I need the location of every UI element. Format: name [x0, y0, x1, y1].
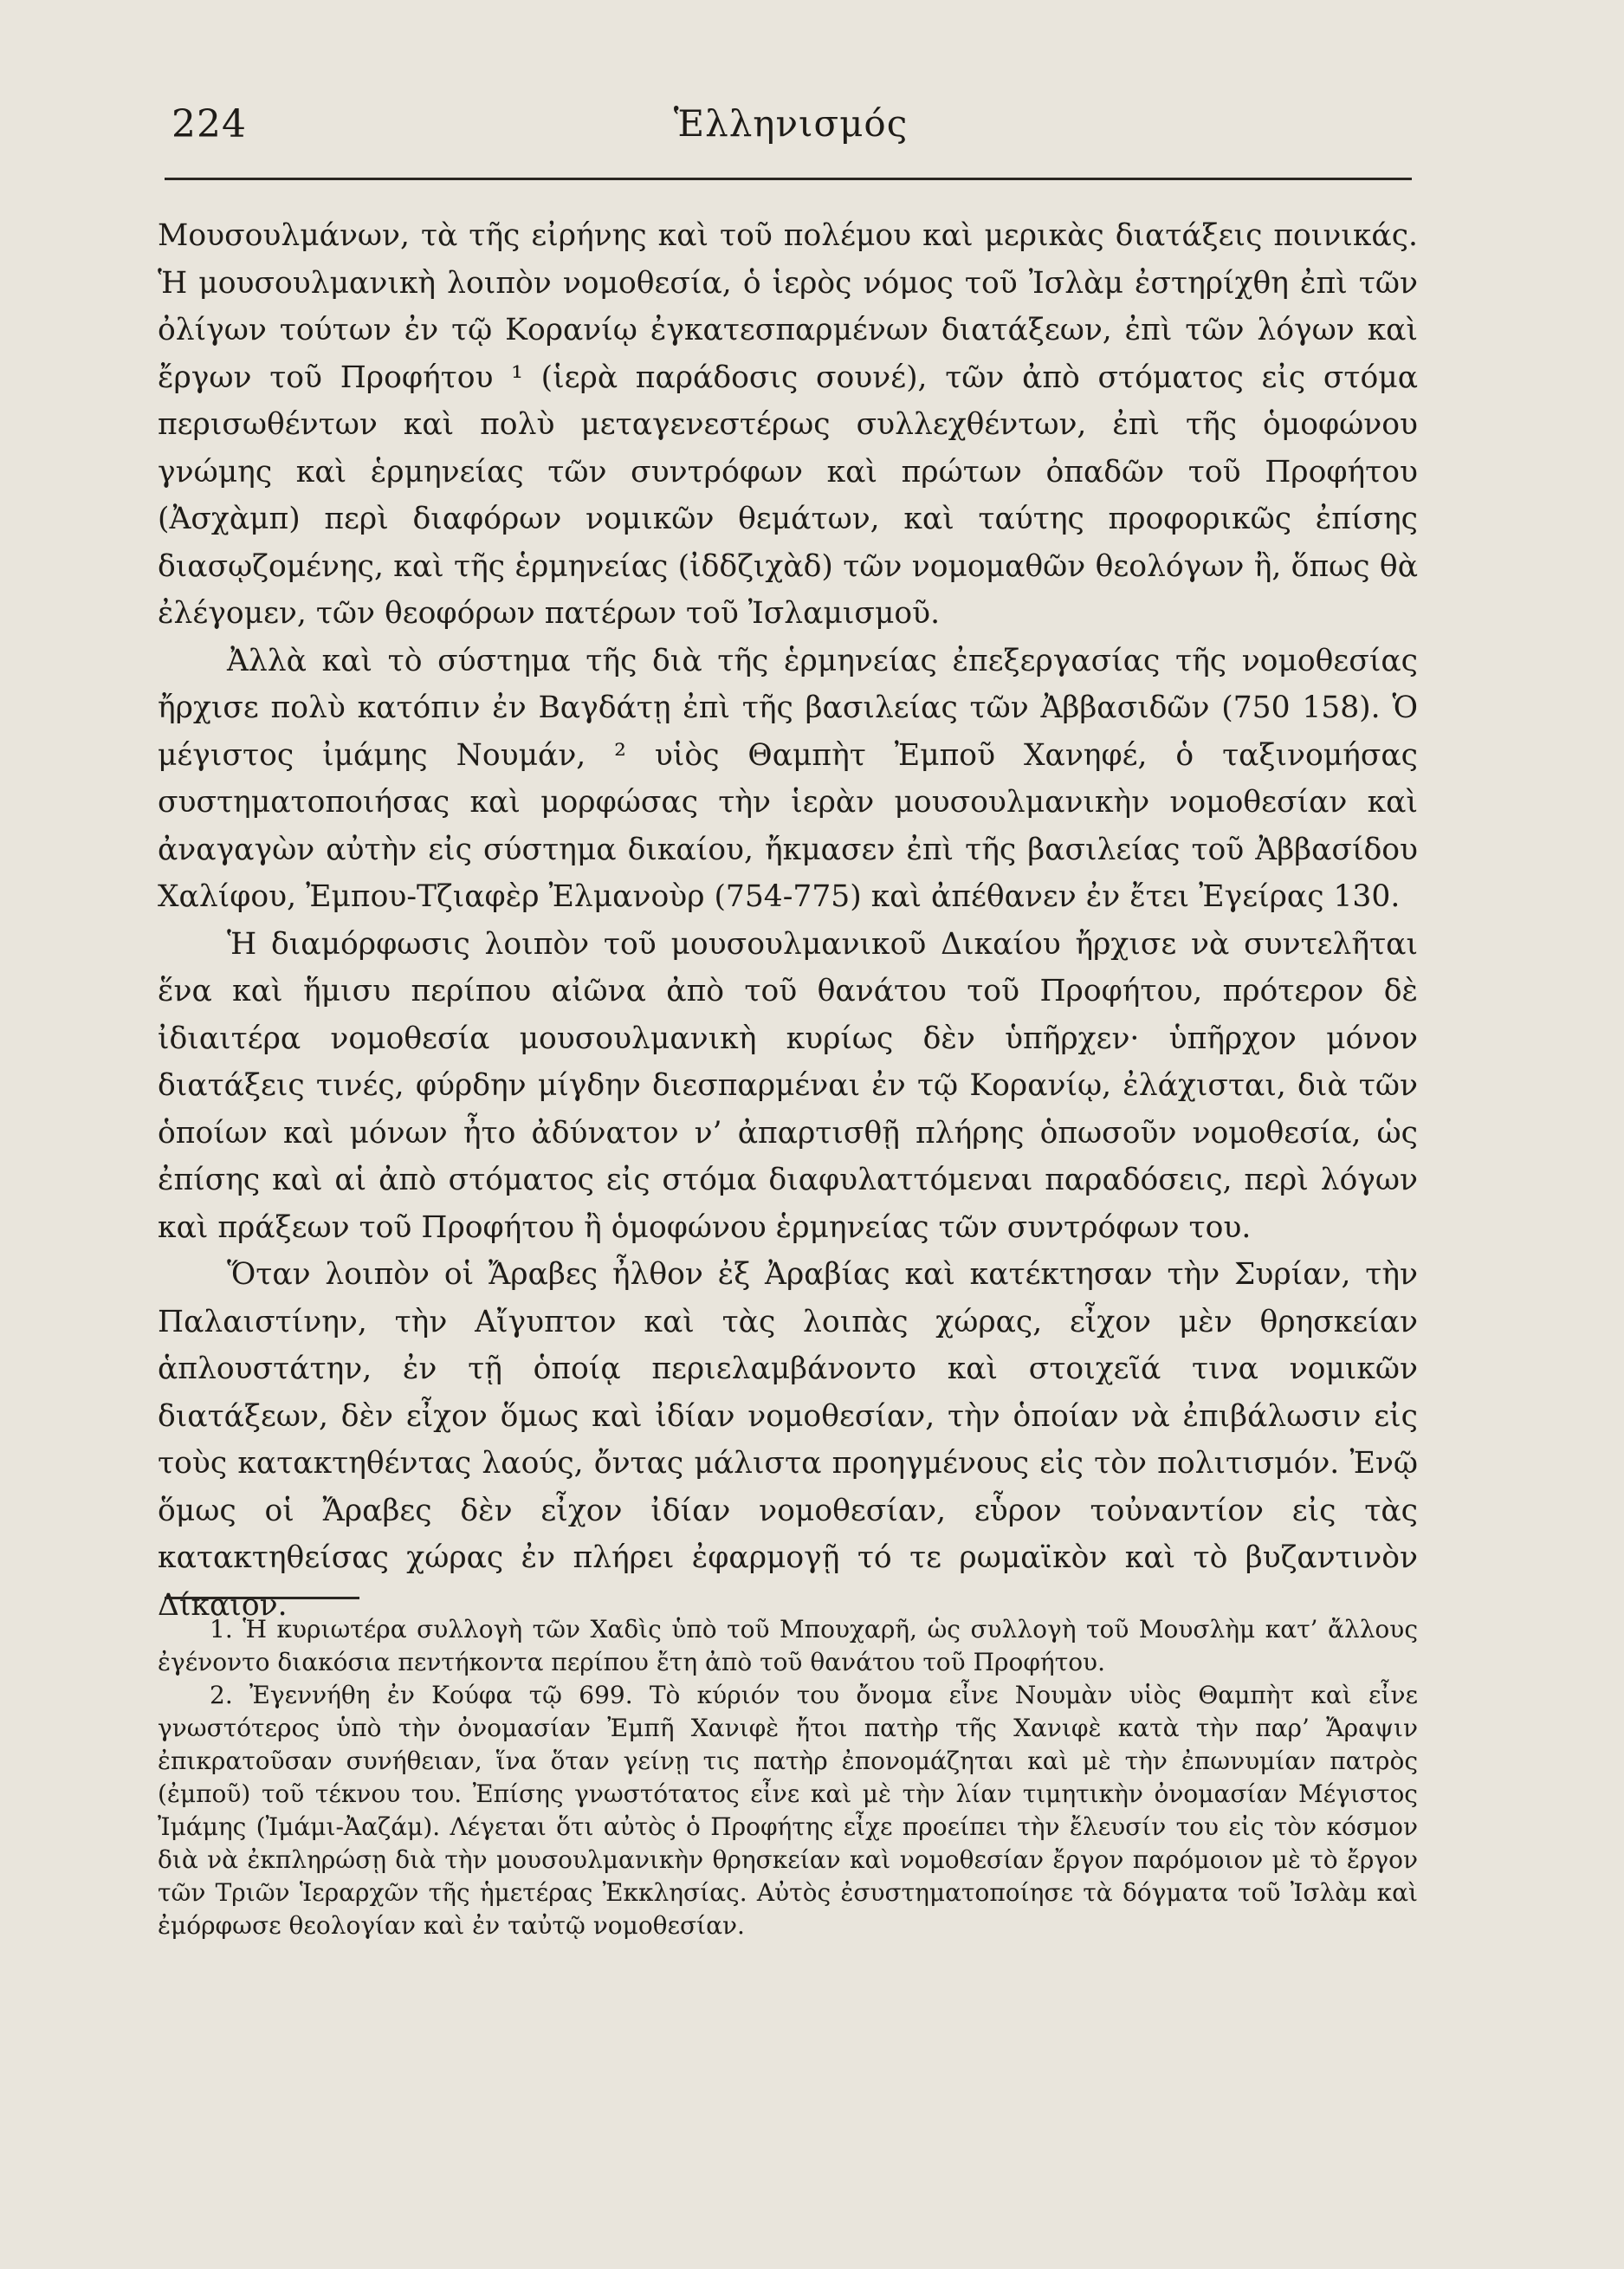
footnotes [158, 1613, 1418, 1942]
footnote-1: 1. Ἡ κυριωτέρα συλλογὴ τῶν Χαδὶς ὑπὸ τοῦ Μπουχαρῆ, ὡς συλλογὴ τοῦ Μουσλὴμ κατ’ ἄλλους ἐγένοντο διακόσια πεντήκοντα περίπου ἔτη ἀπὸ τοῦ θανάτου τοῦ Προφήτου. [158, 1615, 1418, 1676]
body-text [158, 212, 1418, 1629]
paragraph: Ἀλλὰ καὶ τὸ σύστημα τῆς διὰ τῆς ἑρμηνείας ἐπεξεργασίας τῆς νομοθεσίας ἤρχισε πολὺ κατόπιν ἐν Βαγδάτῃ ἐπὶ τῆς βασιλείας τῶν Ἀββασιδῶν (750 158). Ὁ μέγιστος ἰμάμης Νουμάν, ² υἱὸς Θαμπὴτ Ἐμποῦ Χανηφέ, ὁ ταξινομήσας συστηματοποιήσας καὶ μορφώσας τὴν ἱερὰν μουσουλμανικὴν νομοθεσίαν καὶ ἀναγαγὼν αὐτὴν εἰς σύστημα δικαίου, ἤκμασεν ἐπὶ τῆς βασιλείας τοῦ Ἀββασίδου Χαλίφου, Ἐμπου-Τζιαφὲρ Ἐλμανοὺρ (754-775) καὶ ἀπέθανεν ἐν ἔτει Ἐγείρας 130. [158, 643, 1418, 914]
footnote-2: 2. Ἐγεννήθη ἐν Κούφα τῷ 699. Τὸ κύριόν του ὄνομα εἶνε Νουμὰν υἱὸς Θαμπὴτ καὶ εἶνε γνωστότερος ὑπὸ τὴν ὀνομασίαν Ἐμπῆ Χανιφὲ ἤτοι πατὴρ τῆς Χανιφὲ κατὰ τὴν παρ’ Ἄραψιν ἐπικρατοῦσαν συνήθειαν, ἵνα ὅταν γείνῃ τις πατὴρ ἐπονομάζηται καὶ μὲ τὴν ἐπωνυμίαν πατρὸς (ἐμποῦ) τοῦ τέκνου του. Ἐπίσης γνωστότατος εἶνε καὶ μὲ τὴν λίαν τιμητικὴν ὀνομασίαν Μέγιστος Ἰμάμης (Ἰμάμι-Ἀαζάμ). Λέγεται ὅτι αὐτὸς ὁ Προφήτης εἶχε προείπει τὴν ἔλευσίν του εἰς τὸν κόσμον διὰ νὰ ἐκπληρώσῃ διὰ τὴν μουσουλμανικὴν θρησκείαν καὶ νομοθεσίαν ἔργον παρόμοιον μὲ τὸ ἔργον τῶν Τριῶν Ἱεραρχῶν τῆς ἡμετέρας Ἐκκλησίας. Αὐτὸς ἐσυστηματοποίησε τὰ δόγματα τοῦ Ἰσλὰμ καὶ ἐμόρφωσε θεολογίαν καὶ ἐν ταὐτῷ νομοθεσίαν. [158, 1681, 1418, 1940]
page-number: 224 [171, 102, 247, 146]
page-header [171, 102, 1410, 163]
paragraph: Μουσουλμάνων, τὰ τῆς εἰρήνης καὶ τοῦ πολέμου καὶ μερικὰς διατάξεις ποινικάς. Ἡ μουσουλμανικὴ λοιπὸν νομοθεσία, ὁ ἱερὸς νόμος τοῦ Ἰσλὰμ ἐστηρίχθη ἐπὶ τῶν ὀλίγων τούτων ἐν τῷ Κορανίῳ ἐγκατεσπαρμένων διατάξεων, ἐπὶ τῶν λόγων καὶ ἔργων τοῦ Προφήτου ¹ (ἱερὰ παράδοσις σουνέ), τῶν ἀπὸ στόματος εἰς στόμα περισωθέντων καὶ πολὺ μεταγενεστέρως συλλεχθέντων, ἐπὶ τῆς ὁμοφώνου γνώμης καὶ ἑρμηνείας τῶν συντρόφων καὶ πρώτων ὀπαδῶν τοῦ Προφήτου (Ἀσχὰμπ) περὶ διαφόρων νομικῶν θεμάτων, καὶ ταύτης προφορικῶς ἐπίσης διασῳζομένης, καὶ τῆς ἑρμηνείας (ἰδδζιχὰδ) τῶν νομομαθῶν θεολόγων ἢ, ὅπως θὰ ἐλέγομεν, τῶν θεοφόρων πατέρων τοῦ Ἰσλαμισμοῦ. [158, 218, 1418, 631]
paragraph: Ὅταν λοιπὸν οἱ Ἄραβες ἦλθον ἐξ Ἀραβίας καὶ κατέκτησαν τὴν Συρίαν, τὴν Παλαιστίνην, τὴν Αἴγυπτον καὶ τὰς λοιπὰς χώρας, εἶχον μὲν θρησκείαν ἁπλουστάτην, ἐν τῇ ὁποίᾳ περιελαμβάνοντο καὶ στοιχεῖά τινα νομικῶν διατάξεων, δὲν εἶχον ὅμως καὶ ἰδίαν νομοθεσίαν, τὴν ὁποίαν νὰ ἐπιβάλωσιν εἰς τοὺς κατακτηθέντας λαούς, ὄντας μάλιστα προηγμένους εἰς τὸν πολιτισμόν. Ἐνῷ ὅμως οἱ Ἄραβες δὲν εἶχον ἰδίαν νομοθεσίαν, εὗρον τοὐναντίον εἰς τὰς κατακτηθείσας χώρας ἐν πλήρει ἐφαρμογῇ τό τε ρωμαϊκὸν καὶ τὸ βυζαντινὸν Δίκαιον. [158, 1257, 1418, 1623]
running-title: Ἑλληνισμός [673, 102, 909, 145]
paragraph: Ἡ διαμόρφωσις λοιπὸν τοῦ μουσουλμανικοῦ Δικαίου ἤρχισε νὰ συντελῆται ἕνα καὶ ἥμισυ περίπου αἰῶνα ἀπὸ τοῦ θανάτου τοῦ Προφήτου, πρότερον δὲ ἰδιαιτέρα νομοθεσία μουσουλμανικὴ κυρίως δὲν ὑπῆρχεν· ὑπῆρχον μόνον διατάξεις τινές, φύρδην μίγδην διεσπαρμέναι ἐν τῷ Κορανίῳ, ἐλάχισται, διὰ τῶν ὁποίων καὶ μόνων ἦτο ἀδύνατον ν’ ἀπαρτισθῇ πλήρης ὁπωσοῦν νομοθεσία, ὡς ἐπίσης καὶ αἱ ἀπὸ στόματος εἰς στόμα διαφυλαττόμεναι παραδόσεις, περὶ λόγων καὶ πράξεων τοῦ Προφήτου ἢ ὁμοφώνου ἑρμηνείας τῶν συντρόφων του. [158, 926, 1418, 1245]
footnote-rule [165, 1597, 359, 1599]
header-rule [165, 178, 1412, 180]
